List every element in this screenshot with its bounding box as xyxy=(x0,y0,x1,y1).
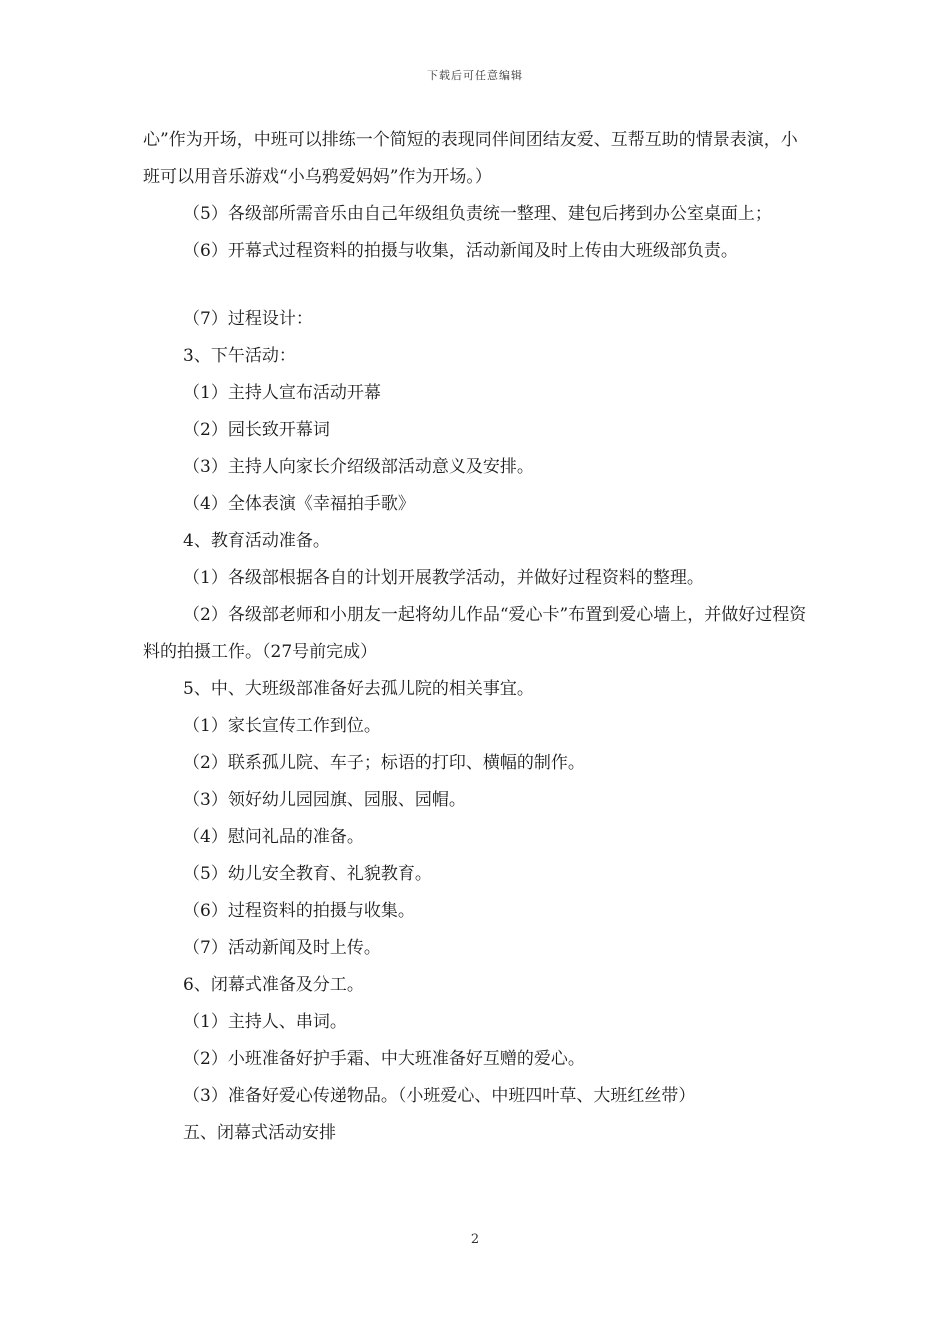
page-header: 下载后可任意编辑 xyxy=(427,69,523,82)
page-number: 2 xyxy=(470,1232,480,1247)
section-heading: 5、中、大班级部准备好去孤儿院的相关事宜。 xyxy=(183,679,534,699)
section-heading: 3、下午活动： xyxy=(183,346,296,366)
paragraph: （5）幼儿安全教育、礼貌教育。 xyxy=(183,864,432,884)
paragraph: 心”作为开场，中班可以排练一个简短的表现同伴间团结友爱、互帮互助的情景表演，小班可以用音乐游戏“小乌鸦爱妈妈”作为开场。） xyxy=(143,130,798,187)
paragraph: （3）主持人向家长介绍级部活动意义及安排。 xyxy=(183,457,534,477)
paragraph: （3）领好幼儿园园旗、园服、园帽。 xyxy=(183,790,466,810)
paragraph: （1）主持人、串词。 xyxy=(183,1012,347,1032)
paragraph: （6）过程资料的拍摄与收集。 xyxy=(183,901,415,921)
paragraph: （7）过程设计： xyxy=(183,309,313,329)
paragraph: （4）全体表演《幸福拍手歌》 xyxy=(183,494,415,514)
paragraph: （1）各级部根据各自的计划开展教学活动，并做好过程资料的整理。 xyxy=(183,568,704,588)
paragraph: （5）各级部所需音乐由自己年级组负责统一整理、建包后拷到办公室桌面上； xyxy=(183,204,772,224)
paragraph: （2）联系孤儿院、车子；标语的打印、横幅的制作。 xyxy=(183,753,585,773)
paragraph: （2）园长致开幕词 xyxy=(183,420,330,440)
section-heading: 4、教育活动准备。 xyxy=(183,531,330,551)
paragraph: （4）慰问礼品的准备。 xyxy=(183,827,364,847)
section-heading: 6、闭幕式准备及分工。 xyxy=(183,975,364,995)
paragraph: （2）各级部老师和小朋友一起将幼儿作品“爱心卡”布置到爱心墙上，并做好过程资料的拍摄工作。（27号前完成） xyxy=(143,605,807,662)
paragraph: （1）主持人宣布活动开幕 xyxy=(183,383,381,403)
document-body xyxy=(143,122,808,1152)
blank-line xyxy=(143,270,808,301)
paragraph: （3）准备好爱心传递物品。（小班爱心、中班四叶草、大班红丝带） xyxy=(183,1086,696,1106)
paragraph: （6）开幕式过程资料的拍摄与收集，活动新闻及时上传由大班级部负责。 xyxy=(183,241,738,261)
paragraph: （7）活动新闻及时上传。 xyxy=(183,938,381,958)
section-heading: 五、闭幕式活动安排 xyxy=(183,1123,336,1143)
paragraph: （2）小班准备好护手霜、中大班准备好互赠的爱心。 xyxy=(183,1049,585,1069)
paragraph: （1）家长宣传工作到位。 xyxy=(183,716,381,736)
